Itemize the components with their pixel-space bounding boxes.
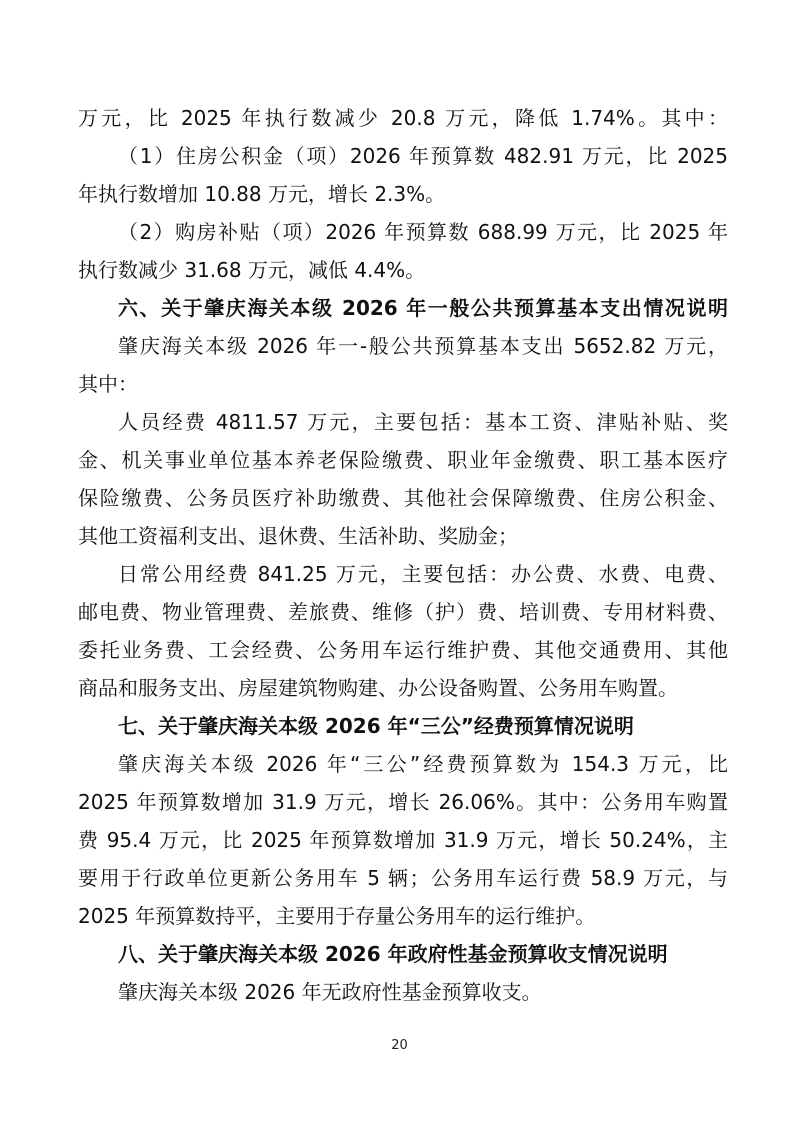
body-line: 其他工资福利支出、退休费、生活补助、奖励金； <box>78 524 518 548</box>
body-line: 费 95.4 万元，比 2025 年预算数增加 31.9 万元，增长 50.24%，主 <box>78 828 728 852</box>
body-line: 万元，比 2025 年执行数减少 20.8 万元，降低 1.74%。其中： <box>78 106 728 130</box>
page-number: 20 <box>391 1038 408 1053</box>
body-line: 保险缴费、公务员医疗补助缴费、其他社会保障缴费、住房公积金、 <box>78 486 728 510</box>
body-line: （2）购房补贴（项）2026 年预算数 688.99 万元，比 2025 年 <box>118 220 728 244</box>
body-line: 人员经费 4811.57 万元，主要包括：基本工资、津贴补贴、奖 <box>118 410 728 434</box>
body-line: 年执行数增加 10.88 万元，增长 2.3%。 <box>78 182 446 206</box>
section-heading-8: 八、关于肇庆海关本级 2026 年政府性基金预算收支情况说明 <box>118 942 668 966</box>
body-line: 其中： <box>78 372 138 396</box>
body-line: 肇庆海关本级 2026 年“三公”经费预算数为 154.3 万元，比 <box>118 752 728 776</box>
section-heading-7: 七、关于肇庆海关本级 2026 年“三公”经费预算情况说明 <box>118 714 634 738</box>
body-line: 日常公用经费 841.25 万元，主要包括：办公费、水费、电费、 <box>118 562 728 586</box>
body-line: 2025 年预算数持平，主要用于存量公务用车的运行维护。 <box>78 904 596 928</box>
body-line: 邮电费、物业管理费、差旅费、维修（护）费、培训费、专用材料费、 <box>78 600 728 624</box>
body-line: 肇庆海关本级 2026 年一-般公共预算基本支出 5652.82 万元， <box>118 334 728 358</box>
section-heading-6: 六、关于肇庆海关本级 2026 年一般公共预算基本支出情况说明 <box>118 296 728 320</box>
body-line: 委托业务费、工会经费、公务用车运行维护费、其他交通费用、其他 <box>78 638 728 662</box>
body-line: 金、机关事业单位基本养老保险缴费、职业年金缴费、职工基本医疗 <box>78 448 728 472</box>
body-line: 商品和服务支出、房屋建筑物购建、办公设备购置、公务用车购置。 <box>78 676 678 700</box>
body-line: 2025 年预算数增加 31.9 万元，增长 26.06%。其中：公务用车购置 <box>78 790 728 814</box>
body-line: （1）住房公积金（项）2026 年预算数 482.91 万元，比 2025 <box>118 144 728 168</box>
body-line: 肇庆海关本级 2026 年无政府性基金预算收支。 <box>118 980 542 1004</box>
body-line: 执行数减少 31.68 万元，减低 4.4%。 <box>78 258 426 282</box>
body-line: 要用于行政单位更新公务用车 5 辆；公务用车运行费 58.9 万元，与 <box>78 866 728 890</box>
